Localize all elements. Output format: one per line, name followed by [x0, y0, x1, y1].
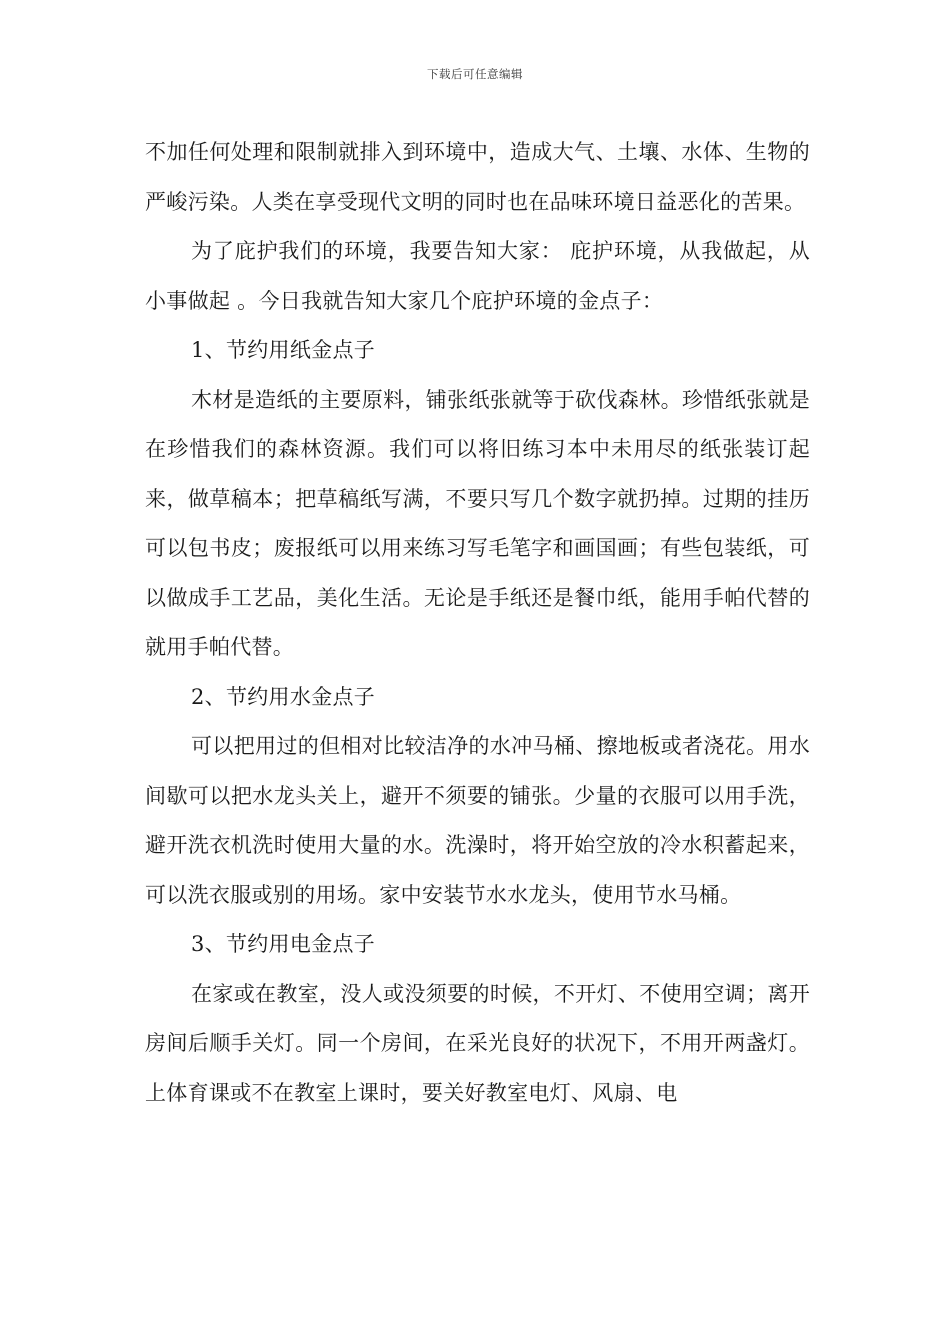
section-heading-electricity: 3、节约用电金点子 [191, 932, 376, 956]
page-header: 下载后可任意编辑 [427, 67, 523, 81]
paragraph-2: 为了庇护我们的环境，我要告知大家： 庇护环境，从我做起，从小事做起 。今日我就告知大家几个庇护环境的金点子： [145, 239, 810, 313]
document-body [145, 128, 810, 1118]
paragraph-paper: 木材是造纸的主要原料，铺张纸张就等于砍伐森林。珍惜纸张就是在珍惜我们的森林资源。我们可以将旧练习本中未用尽的纸张装订起来，做草稿本；把草稿纸写满，不要只写几个数字就扔掉。过期的挂历可以包书皮；废报纸可以用来练习写毛笔字和画国画；有些包装纸，可以做成手工艺品，美化生活。无论是手纸还是餐巾纸，能用手帕代替的就用手帕代替。 [145, 387, 810, 659]
section-heading-water: 2、节约用水金点子 [191, 684, 376, 709]
paragraph-electricity: 在家或在教室，没人或没须要的时候，不开灯、不使用空调；离开房间后顺手关灯。同一个房间，在采光良好的状况下，不用开两盏灯。上体育课或不在教室上课时，要关好教室电灯、风扇、电 [145, 981, 810, 1105]
paragraph-1: 不加任何处理和限制就排入到环境中，造成大气、土壤、水体、生物的严峻污染。人类在享受现代文明的同时也在品味环境日益恶化的苦果。 [145, 140, 810, 214]
section-heading-paper: 1、节约用纸金点子 [191, 338, 376, 362]
paragraph-water: 可以把用过的但相对比较洁净的水冲马桶、擦地板或者浇花。用水间歇可以把水龙头关上，避开不须要的铺张。少量的衣服可以用手洗，避开洗衣机洗时使用大量的水。洗澡时，将开始空放的冷水积蓄起来，可以洗衣服或别的用场。家中安装节水水龙头，使用节水马桶。 [145, 734, 810, 907]
